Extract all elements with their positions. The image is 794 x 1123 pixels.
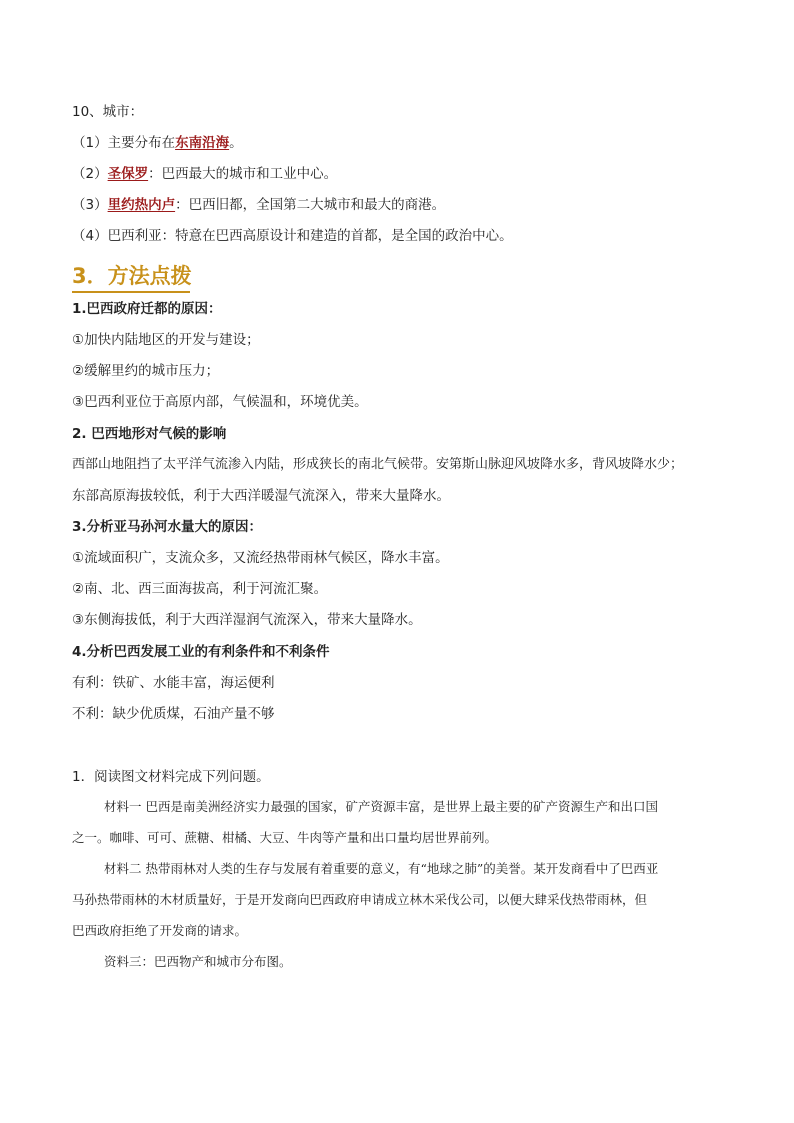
- method-3-line-3: ③东侧海拔低，利于大西洋湿润气流深入，带来大量降水。: [72, 612, 422, 628]
- cities-heading: 10、城市：: [72, 104, 144, 120]
- method-3-heading: 3.分析亚马孙河水量大的原因：: [72, 519, 263, 535]
- cities-item-3-prefix: （3）: [72, 197, 108, 213]
- method-2-line-2: 东部高原海拔较低，利于大西洋暖湿气流深入，带来大量降水。: [72, 488, 450, 504]
- method-3-line-2: ②南、北、西三面海拔高，利于河流汇聚。: [72, 581, 328, 597]
- cities-item-2-prefix: （2）: [72, 166, 108, 182]
- method-1-heading: 1.巴西政府迁都的原因：: [72, 301, 222, 317]
- cities-item-3: [72, 195, 445, 215]
- method-2-line-1: 西部山地阻挡了太平洋气流渗入内陆，形成狭长的南北气候带。安第斯山脉迎风坡降水多，背风坡降水少；: [72, 457, 684, 472]
- cities-item-1-highlight: 东南沿海: [175, 135, 230, 151]
- material-2-line-2: 马孙热带雨林的木材质量好，于是开发商向巴西政府申请成立林木采伐公司，以便大肆采伐热带雨林，但: [72, 892, 648, 907]
- cities-item-3-highlight: 里约热内卢: [107, 197, 176, 213]
- method-4-line-2: 不利：缺少优质煤，石油产量不够: [72, 706, 275, 722]
- material-1-line-2: 之一。咖啡、可可、蔗糖、柑橘、大豆、牛肉等产量和出口量均居世界前列。: [72, 830, 498, 845]
- method-1-line-2: ②缓解里约的城市压力；: [72, 363, 220, 379]
- material-1-line-1: 材料一 巴西是南美洲经济实力最强的国家，矿产资源丰富，是世界上最主要的矿产资源生产和出口国: [104, 799, 658, 814]
- cities-item-4: （4）巴西利亚：特意在巴西高原设计和建造的首都，是全国的政治中心。: [72, 228, 513, 244]
- cities-item-2-highlight: 圣保罗: [107, 166, 149, 182]
- method-1-line-3: ③巴西利亚位于高原内部，气候温和，环境优美。: [72, 394, 368, 410]
- cities-item-2-suffix: ：巴西最大的城市和工业中心。: [148, 166, 338, 182]
- material-3: 资料三：巴西物产和城市分布图。: [104, 954, 292, 969]
- cities-item-2: [72, 164, 337, 184]
- method-3-line-1: ①流域面积广，支流众多，又流经热带雨林气候区，降水丰富。: [72, 550, 449, 566]
- question-prompt: 1．阅读图文材料完成下列问题。: [72, 769, 270, 785]
- method-4-line-1: 有利：铁矿、水能丰富，海运便利: [72, 675, 275, 691]
- method-4-heading: 4.分析巴西发展工业的有利条件和不利条件: [72, 644, 330, 660]
- cities-item-1-prefix: （1）主要分布在: [72, 135, 176, 151]
- section-title: 3．方法点拨: [72, 264, 192, 288]
- method-2-heading: 2. 巴西地形对气候的影响: [72, 426, 227, 442]
- cities-item-1: [72, 133, 243, 153]
- method-1-line-1: ①加快内陆地区的开发与建设；: [72, 332, 260, 348]
- cities-item-3-suffix: ：巴西旧都，全国第二大城市和最大的商港。: [175, 197, 446, 213]
- cities-item-1-suffix: 。: [229, 135, 243, 151]
- material-2-line-1: 材料二 热带雨林对人类的生存与发展有着重要的意义，有“地球之肺”的美誉。某开发商看中了巴西亚: [104, 861, 659, 876]
- material-2-line-3: 巴西政府拒绝了开发商的请求。: [72, 923, 248, 938]
- section-title-underline: [72, 291, 190, 293]
